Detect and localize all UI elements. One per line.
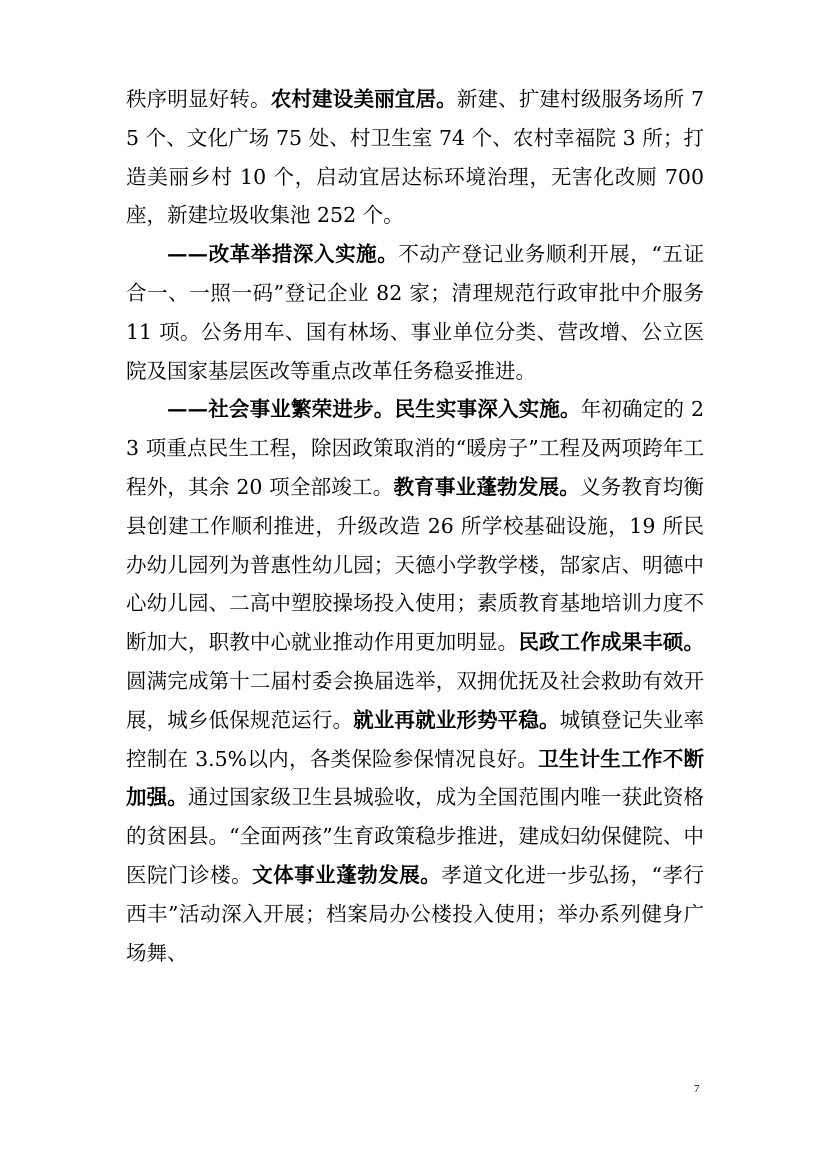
paragraph	[126, 235, 704, 390]
paragraph-text: 孝道文化进一步弘扬，“孝行西丰”活动深入开展；档案局办公楼投入使用；举办系列健身广场舞、	[126, 862, 705, 965]
paragraph-text: 不动产登记业务顺利开展，“五证合一、一照一码”登记企业 82 家；清理规范行政审批中介服务 11 项。公务用车、国有林场、事业单位分类、营改增、公立医院及国家基层医改等重点改革任务稳妥推进。	[126, 242, 704, 383]
paragraph-text: 义务教育均衡县创建工作顺利推进，升级改造 26 所学校基础设施，19 所民办幼儿园列为普惠性幼儿园；天德小学教学楼，郜家店、明德中心幼儿园、二高中塑胶操场投入使用；素质教育基地培训力度不断加大，职教中心就业推动作用更加明显。	[126, 474, 705, 655]
paragraph-text: 新建、扩建村级服务场所 75 个、文化广场 75 处、村卫生室 74 个、农村幸福院 3 所；打造美丽乡村 10 个，启动宜居达标环境治理，无害化改厕 700 座，新建垃圾收集池 252 个。	[126, 87, 705, 228]
bold-heading-text: 农村建设美丽宜居。	[270, 87, 457, 111]
paragraph	[126, 80, 704, 235]
paragraph-text: 年初确定的 23 项重点民生工程，除因政策取消的“暖房子”工程及两项跨年工程外，其余 20 项全部竣工。	[126, 397, 705, 499]
paragraph	[126, 390, 704, 972]
paragraph-text: 通过国家级卫生县城验收，成为全国范围内唯一获此资格的贫困县。“全面两孩”生育政策稳步推进，建成妇幼保健院、中医院门诊楼。	[126, 785, 705, 887]
bold-heading-text: 卫生计生工作不断加强。	[126, 746, 704, 810]
bold-heading-text: ——改革举措深入实施。	[167, 242, 399, 267]
bold-heading-text: ——社会事业繁荣进步。民生实事深入实施。	[167, 397, 581, 422]
bold-heading-text: 文体事业蓬勃发展。	[252, 862, 442, 887]
paragraph-text: 城镇登记失业率控制在 3.5%以内，各类保险参保情况良好。	[126, 707, 705, 771]
paragraph-text: 秩序明显好转。	[126, 87, 271, 111]
bold-heading-text: 教育事业蓬勃发展。	[393, 474, 580, 499]
page-number: 7	[694, 1083, 700, 1095]
bold-heading-text: 民政工作成果丰硕。	[518, 630, 705, 655]
body-text	[126, 80, 704, 972]
paragraph-text: 圆满完成第十二届村委会换届选举，双拥优抚及社会救助有效开展，城乡低保规范运行。	[126, 668, 704, 732]
bold-heading-text: 就业再就业形势平稳。	[353, 707, 560, 732]
